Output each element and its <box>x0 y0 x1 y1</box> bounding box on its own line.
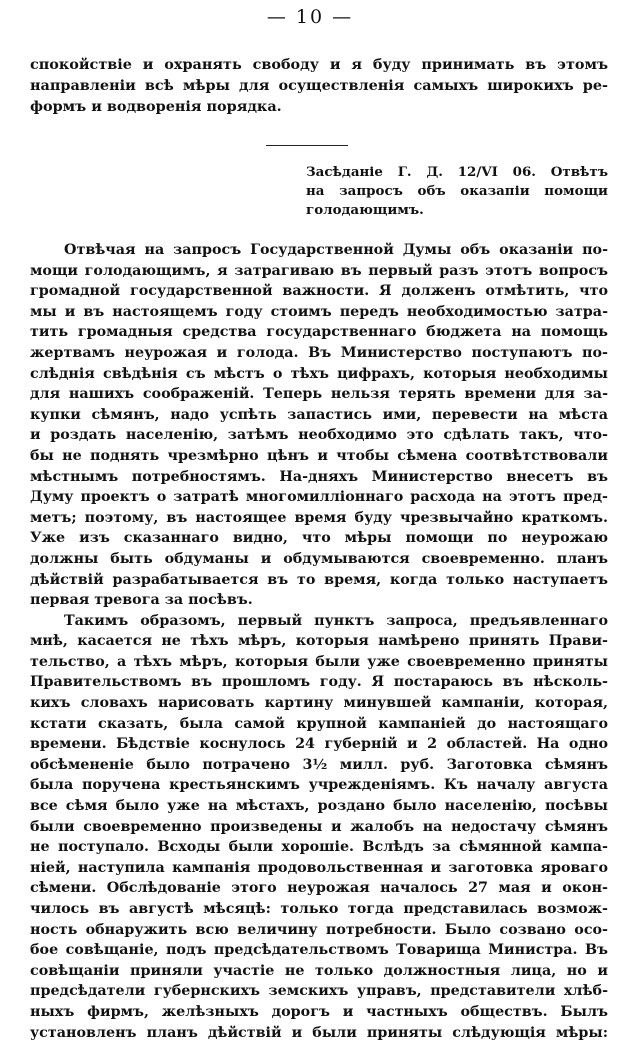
text-line: бое совѣщаніе, подъ предсѣдательствомъ Товарища Министра. Въ <box>30 942 608 959</box>
intro-text <box>30 54 608 117</box>
text-line: слѣднія свѣдѣнія съ мѣстъ о тѣхъ цифрахъ, которыя необходимы <box>30 365 608 382</box>
paragraph-1 <box>30 240 608 611</box>
text-line: Отвѣчая на запросъ Государственной Думы объ оказаніи по- <box>64 242 608 258</box>
text-line: совѣщаніи приняли участіе не только должностныя лица, но и <box>30 962 608 979</box>
text-line: обсѣмененіе было потрачено 3½ милл. руб. Заготовка сѣмянъ <box>30 756 608 773</box>
text-line: не поступало. Всходы были хорошіе. Вслѣдъ за сѣмянной кампа- <box>30 839 608 856</box>
text-line: установленъ планъ дѣйствій и были приняты слѣдующія мѣры: <box>30 1024 608 1041</box>
text-line: мѣстнымъ потребностямъ. На-дняхъ Министерство внесетъ въ <box>30 468 608 485</box>
text-line: дѣйствій разрабатывается въ то время, когда только наступаетъ <box>30 571 608 588</box>
text-line: ныхъ фирмъ, желѣзныхъ дорогъ и частныхъ обществъ. Былъ <box>30 1003 608 1020</box>
text-line: ность обнаружить всю величину потребности. Было созвано осо- <box>30 921 608 938</box>
text-line: первая тревога за посѣвъ. <box>30 592 253 609</box>
text-line: купки сѣмянъ, надо успѣть запастись ими, перевести на мѣста <box>30 406 608 423</box>
text-line: мнѣ, касается не тѣхъ мѣръ, которыя намѣрено принять Прави- <box>30 633 608 650</box>
text-line: чилось въ августѣ мѣсяцѣ: только тогда представилась возмож- <box>30 901 608 917</box>
section-divider <box>266 145 348 146</box>
source-line: на запросъ объ оказапіи помощи <box>306 183 608 199</box>
paragraph-2 <box>30 611 608 1043</box>
text-line: Такимъ образомъ, первый пунктъ запроса, предъявленнаго <box>64 612 608 629</box>
text-line: сѣмени. Обслѣдованіе этого неурожая началось 27 мая и окон- <box>30 880 608 897</box>
text-line: была поручена крестьянскимъ учрежденіямъ. Къ началу августа <box>30 777 608 794</box>
text-line: были своевременно произведены и жалобъ на недостачу сѣмянъ <box>30 818 608 835</box>
text-line: ніей, наступила кампанія продовольственная и заготовка яроваго <box>30 859 608 876</box>
text-line: направленіи всѣ мѣры для осуществленія самыхъ широкихъ ре- <box>30 77 608 94</box>
source-line: голодающимъ. <box>306 202 424 218</box>
text-line: бы не поднять чрезмѣрно цѣнъ и чтобы сѣмена соотвѣтствовали <box>30 447 608 464</box>
text-line: мощи голодающимъ, я затрагиваю въ первый разъ этотъ вопросъ <box>30 262 608 279</box>
text-line: формъ и водворенія порядка. <box>30 98 282 115</box>
text-line: времени. Бѣдствіе коснулось 24 губерній и 2 областей. На одно <box>30 736 608 753</box>
text-line: должны быть обдуманы и обдумываются своевременно. планъ <box>30 550 608 567</box>
text-line: предсѣдатели губернскихъ земскихъ управъ, представители хлѣб- <box>30 983 608 1000</box>
text-line: все сѣмя было уже на мѣстахъ, роздано было населенію, посѣвы <box>30 798 608 815</box>
text-line: тельство, а тѣхъ мѣръ, которыя были уже своевременно приняты <box>30 653 608 670</box>
text-line: для нашихъ соображеній. Теперь нельзя терять времени для за- <box>30 386 608 403</box>
text-line: Уже изъ сказаннаго видно, что мѣры помощи по неурожаю <box>30 530 608 547</box>
body-text <box>30 240 608 1043</box>
text-line: Правительствомъ въ прошломъ году. Я постараюсь въ нѣсколь- <box>30 674 608 691</box>
text-line: и роздать населенію, затѣмъ необходимо это сдѣлать такъ, что- <box>30 427 608 444</box>
text-line: тить громадныя средства государственнаго бюджета на помощь <box>30 324 608 341</box>
text-line: громадной государственной важности. Я долженъ отмѣтить, что <box>30 283 608 300</box>
source-line: Засѣданіе Г. Д. 12/VI 06. Отвѣтъ <box>306 164 608 180</box>
text-line: кихъ словахъ нарисовать картину минувшей кампаніи, которая, <box>30 695 608 712</box>
text-line: мы и въ настоящемъ году стоимъ передъ необходимостью затра- <box>30 303 608 320</box>
page-number: — 10 — <box>266 6 354 28</box>
text-line: жертвамъ неурожая и голода. Въ Министерство поступаютъ по- <box>30 344 608 361</box>
text-line: Думу проектъ о затратѣ многомилліоннаго расхода на этотъ пред- <box>30 489 608 506</box>
source-note <box>306 163 608 220</box>
text-line: метъ; поэтому, въ настоящее время буду чрезвычайно краткомъ. <box>30 509 608 526</box>
text-line: кстати сказать, была самой крупной кампаніей до настоящаго <box>30 715 608 732</box>
text-line: спокойствіе и охранять свободу и я буду принимать въ этомъ <box>30 56 608 73</box>
